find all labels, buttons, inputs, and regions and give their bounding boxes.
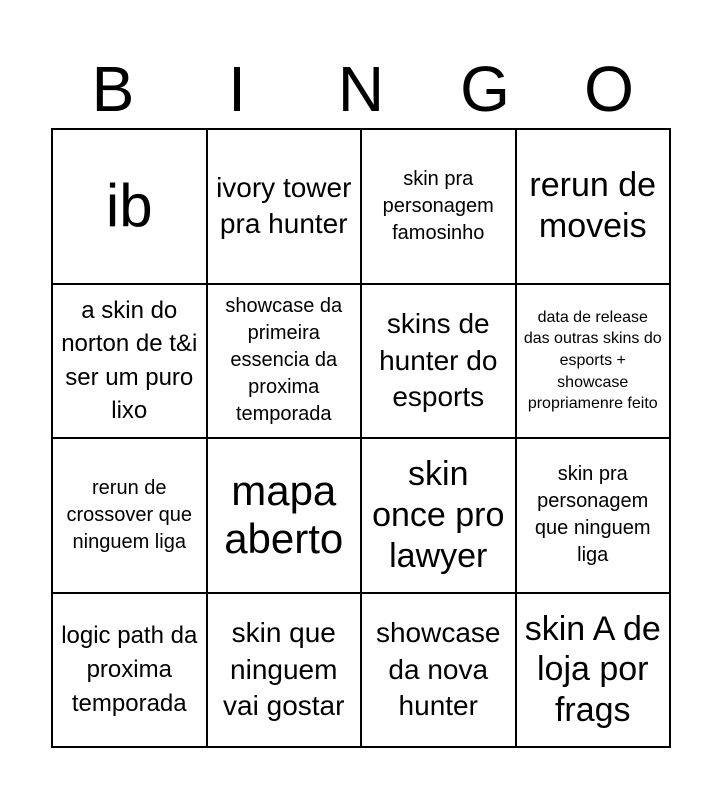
cell-text: skins de hunter do esports xyxy=(379,308,498,412)
bingo-cell[interactable] xyxy=(516,593,671,748)
cell-text: showcase da nova hunter xyxy=(375,617,501,721)
bingo-cell[interactable] xyxy=(516,129,671,284)
cell-text: ivory tower pra hunter xyxy=(216,171,352,240)
cell-text: logic path da proxima temporada xyxy=(61,622,198,717)
cell-text: ib xyxy=(105,171,153,239)
bingo-cell[interactable] xyxy=(207,438,362,593)
header-letter-n: N xyxy=(337,53,385,125)
header-letter-i: I xyxy=(228,53,246,125)
bingo-cell[interactable] xyxy=(516,284,671,439)
cell-text: skin once pro lawyer xyxy=(372,455,505,575)
cell-text: showcase da primeira essencia da proxima temporada xyxy=(225,295,343,426)
bingo-cell[interactable] xyxy=(361,129,516,284)
bingo-cell[interactable] xyxy=(207,284,362,439)
cell-text: rerun de crossover que ninguem liga xyxy=(66,476,193,553)
bingo-cell[interactable] xyxy=(361,284,516,439)
bingo-cell[interactable] xyxy=(516,438,671,593)
header-letter-b: B xyxy=(91,53,135,125)
header-letter-o: O xyxy=(584,53,634,125)
bingo-cell[interactable] xyxy=(52,284,207,439)
bingo-cell[interactable] xyxy=(361,438,516,593)
cell-text: skin que ninguem vai gostar xyxy=(223,617,345,721)
cell-text: skin A de loja por frags xyxy=(524,609,661,730)
bingo-cell[interactable] xyxy=(52,438,207,593)
cell-text: skin pra personagem famosinho xyxy=(382,167,494,244)
bingo-cell[interactable] xyxy=(361,593,516,748)
bingo-cell[interactable] xyxy=(52,593,207,748)
header-letter-g: G xyxy=(460,53,510,125)
cell-text: skin pra personagem que ninguem liga xyxy=(534,463,651,567)
cell-text: data de release das outras skins do esports + showcase propriamenre feito xyxy=(523,308,662,413)
cell-text: a skin do norton de t&i ser um puro lixo xyxy=(61,296,198,425)
bingo-cell[interactable] xyxy=(207,129,362,284)
bingo-header xyxy=(51,50,671,128)
bingo-cell[interactable] xyxy=(207,593,362,748)
cell-text: mapa aberto xyxy=(224,466,344,563)
bingo-cell[interactable] xyxy=(52,129,207,284)
cell-text: rerun de moveis xyxy=(529,166,657,246)
bingo-board xyxy=(51,128,671,748)
